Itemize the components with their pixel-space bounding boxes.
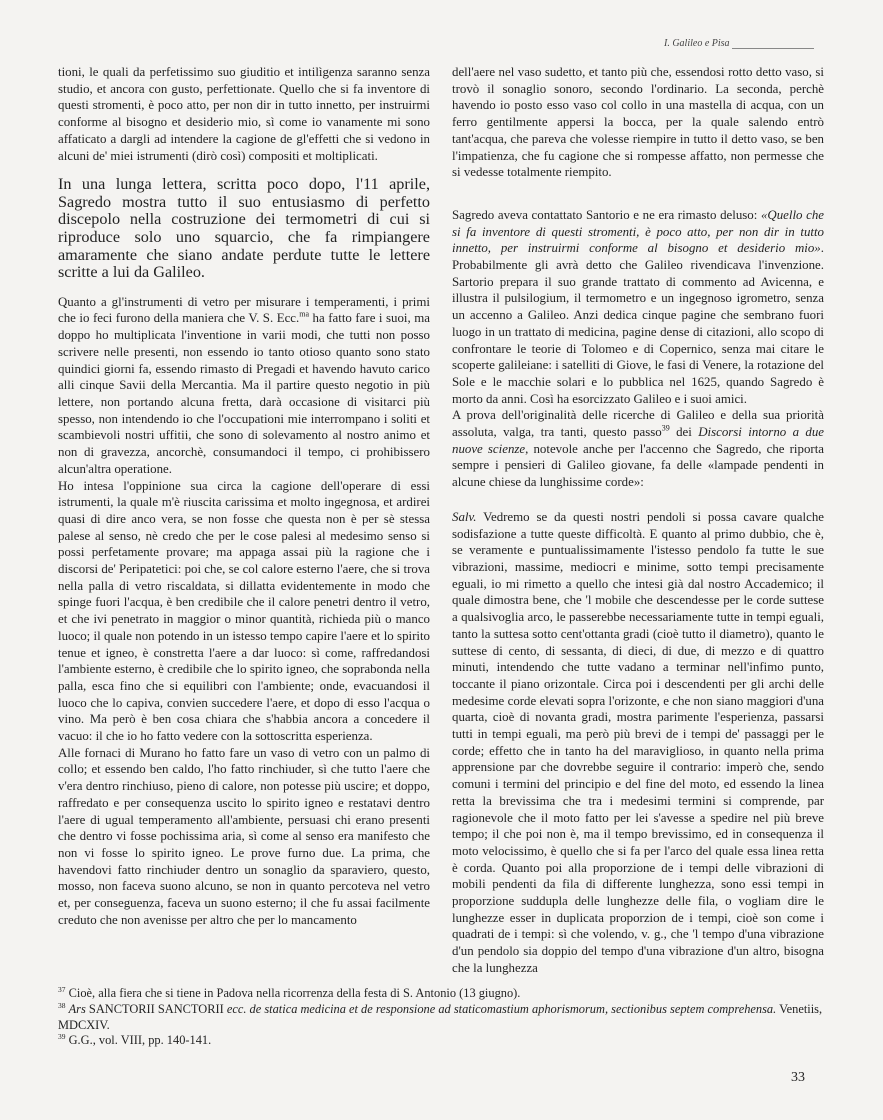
speaker-label: Salv. [452,509,477,524]
quote-paragraph [452,509,824,977]
inline-quotation: «Quello che si fa inventore di questi stromenti, è poco atto, per non dir in tutto innetto, per instruirmi conforme al bisogno et desiderio mio» [452,207,824,256]
book-title: Discorsi intorno a due nuove scienze [452,425,824,456]
footnote-reference: 39 [661,423,670,433]
quote-paragraph: Alle fornaci di Murano ho fatto fare un vaso di vetro con un palmo di collo; et essendo ben caldo, l'ho fatto rinchiuder, sì che tutto l'aere che v'era dentro rinchiuso, pieno di calore, non potesse più uscire; et doppo, raffredato e per consequenza uscito lo spirito igneo e restatavi dentro l'aere di ugual temperamento all'ambiente, persuasi chi erano presenti che dentro vi fosse pochissima aria, sì come al senso era manifesto che non vi fosse lo spirito igneo. Le prove furno due. La prima, che havendovi fatto rinchiuder dentro un sonaglio da sparaviero, questo, mosso, non faceva suono alcuno, se non in quanto percoteva nel vetro et, per conseguenza, faceva un suono esterno; il che fu assai facilmente creduto che non avenisse per altro che per lo mancamento [58,745,430,927]
body-text: A prova dell'originalità delle ricerche di Galileo e della sua priorità assoluta, valga, tra tanti, questo passo [452,408,824,440]
quote-text: Quanto a gl'instrumenti di vetro per misurare i temperamenti, i primi che io feci furono della maniera che V. S. Ecc. [58,294,430,326]
footnote [58,986,828,1002]
body-paragraph: In una lunga lettera, scritta poco dopo, l'11 aprile, Sagredo mostra tutto il suo entusiasmo di perfetto discepolo nella costruzione dei termometri di cui si riproduce solo uno squarcio, che fa rimpiangere amaramente che siano andate perdute tutte le lettere scritte a lui da Galileo. [58,175,430,282]
footnote-text: SANCTORII SANCTORII [85,1001,227,1016]
body-text: . Probabilmente gli avrà detto che Galileo rivendicava l'invenzione. Sartorio prepara il suo grande trattato di commento ad Avicenna, e illustra il pulsilogium, il termometro e un ingegnoso igrometro, senza un accenno a Galileo. Anzi dedica cinque pagine che sembrano fuori luogo in un trattato di medicina, pagine dense di citazioni, allo scopo di confrontare le teorie di Tolomeo e di Copernico, senza mai citare le scoperte galileiane: i satelliti di Giove, le fasi di Venere, la rotazione del Sole e le macchie solari e lo pubblica nel 1625, quando Sagredo è morto da anni. Così ha esorcizzato Galileo e i suoi amici. [452,241,824,406]
footnote-text: ecc. de statica medicina et de responsione ad staticomastium aphorismorum, sectionibus septem comprehensa. [226,1001,777,1016]
quote-text: ha fatto fare i suoi, ma doppo ho multiplicata l'inventione in varii modi, che tutti non posso scrivere nelle presenti, non essendo io tanto otioso quanto sono stato quindici giorni fa, essendo rimasto di Pregadi et havendo havuto carico alli cinque Savii della Mercantia. Ma il partire questo negotio in più lettere, non portando alcuna fretta, darà occasione di visitarci più spesso, non intendendo io che l'occupationi mie interrompano i soliti et scambievoli nostri uffitii, che sono di solevamento al nostro animo et non di gravezza, ancorchè, consumandoci il tempo, ci prohibissero alcun'altra operatione. [58,311,430,476]
running-head-rule [732,48,814,49]
footnote-number: 37 [58,984,66,994]
quote-paragraph: tioni, le quali da perfetissimo suo giuditio et intilìgenza saranno senza studio, et ancora con gusto, perfettionate. Quello che si fa inventore di questi stromenti, è poco atto, per non dir in tutto innetto, per instruirmi conforme al bisogno et desiderio mio, sì come io vanamente mi sono affaticato a dargli ad intendere la cagione de gl'effetti che si vedono in alcuni de' miei istrumenti (dirò così) compositi et moltiplicati. [58,65,430,163]
running-head: I. Galileo e Pisa [664,38,730,49]
body-text: , notevole anche per l'accenno che Sagredo, che riporta sempre i pensieri di Galileo giovane, fa delle «lampade pendenti in alcune chiese da lunghissime corde»: [452,441,824,490]
quote-text: Vedremo se da questi nostri pendoli si possa cavare qualche sodisfazione a tutte queste difficoltà. E quanto al primo dubbio, che è, se veramente e puntualissimamente l'istesso pendolo fa tutte le sue vibrazioni, massime, mediocri e minime, sotto tempi precisamente eguali, io mi rimetto a quello che intesi già dal nostro Accademico; il quale dimostra bene, che 'l mobile che descendesse per le corde suttese a qualsivoglia arco, le passerebbe necessariamente tutte in tempi eguali, tanto la suttesa sotto cent'ottanta gradi (cioè tutto il diametro), quanto le suttese di cento, di sessanta, di dieci, di due, di mezzo e di quattro minuti, intendendo che tutte vadano a terminar nell'infimo punto, toccante il piano orizontale. Circa poi i descendenti per gli archi delle medesime corde elevati sopra l'orizonte, e che non siano maggiori d'una quarta, cioè di novanta gradi, mostra parimente l'esperienza, passarsi tutti in tempi eguali, ma però più brevi de i tempi de' passaggi per le corde; effetto che in tanto ha del maraviglioso, in quanto nella prima apprensione par che dovrebbe seguire il contrario: imperò che, sendo comuni i termini del principio e del fine del moto, ed essendo la linea retta la brevissima che tra i medesimi termini si comprende, par ragionevole che il moto fatto per lei s'avesse a spedire nel più breve tempo; il che poi non è, ma il tempo brevissimo, ed in consequenza il moto velocissimo, è quello che si fa per l'arco del quale essa linea retta è corda. Quanto poi alla proporzione de i tempi delle vibrazioni di mobili pendenti da fila di differente lunghezza, sono essi tempi in proporzione suddupla delle lunghezze delle fila, o vogliam dire le lunghezze esser in duplicata proporzion de i tempi, cioè son come i quadrati de i tempi: sì che volendo, v. g., che 'l tempo d'una vibrazione d'un pendolo sia doppio del tempo d'una vibrazione d'un altro, bisogna che la lunghezza [452,509,824,975]
left-column [58,64,430,929]
body-paragraph [452,207,824,407]
footnote-number: 39 [58,1032,66,1042]
quote-paragraph: Ho intesa l'oppinione sua circa la cagione dell'operare di essi istrumenti, la quale m'è riuscita carissima et molto ingegnosa, et ardirei quasi di dire anco vera, se non fosse che questa non è per sè stessa palese al senso, nè credo che per le cose palesi al medesimo senso si possi perfetamente provare; ma appaga assai più la ragione che i discorsi de' Peripatetici: poi che, se col calore esterno l'aere, che si trova nella palla di vetro riscaldata, si dillatta evidentemente in modo che spinge fuori l'acqua, è ben credibile che il calore penetri dentro il vetro, et che ivi penetrato in maggior o minor quantità, richieda più o manco luoco; il quale non potendo in un istesso tempo capire l'aere et lo spirito tenue et igneo, è constretta l'aere a dar luoco: sì come, raffredandosi l'ambiente esterno, è credibile che lo spirito igneo, che soprabonda nella palla, esca fino che si equilibri con l'ambiente; onde, evacuandosi il luoco che lo capiva, convien succedere l'aere, et dopo di esso l'acqua o vino. Ma però è ben cosa chiara che s'habbia ancora a concedere il vacuo: il che io ho fatto vedere con la sottoscritta esperienza. [58,478,430,744]
right-column [452,64,824,977]
superscript: ma [299,310,310,320]
footnote-number: 38 [58,1000,66,1010]
body-text: Sagredo aveva contattato Santorio e ne era rimasto deluso: [452,207,761,222]
footnote-text: Ars [68,1001,86,1016]
page-number: 33 [791,1070,805,1085]
body-paragraph [452,407,824,491]
footnote [58,1002,828,1034]
footnote-text: Cioè, alla fiera che si tiene in Padova nella ricorrenza della festa di S. Antonio (13 giugno). [68,986,521,1000]
footnote-text: G.G., vol. VIII, pp. 140-141. [68,1033,212,1048]
footnotes [58,986,828,1049]
footnote [58,1033,828,1049]
quote-paragraph [58,294,430,478]
body-text: dei [669,425,699,440]
footnote-text: Venetiis, MDCXIV. [58,1001,823,1032]
quote-paragraph: dell'aere nel vaso sudetto, et tanto più che, essendosi rotto detto vaso, si trovò il sonaglio sonoro, secondo l'ordinario. La seconda, perchè havendo io posto esso vaso col collo in una mastella di acqua, con un ferro gentilmente appersi la bocca, per la quale salendo entrò tant'acqua, che pareva che volesse riempire in tutto il detto vaso, se ben l'impatienza, che fu cagione che si rompesse affatto, non permesse che si vedesse totalmente riempito. [452,65,824,180]
